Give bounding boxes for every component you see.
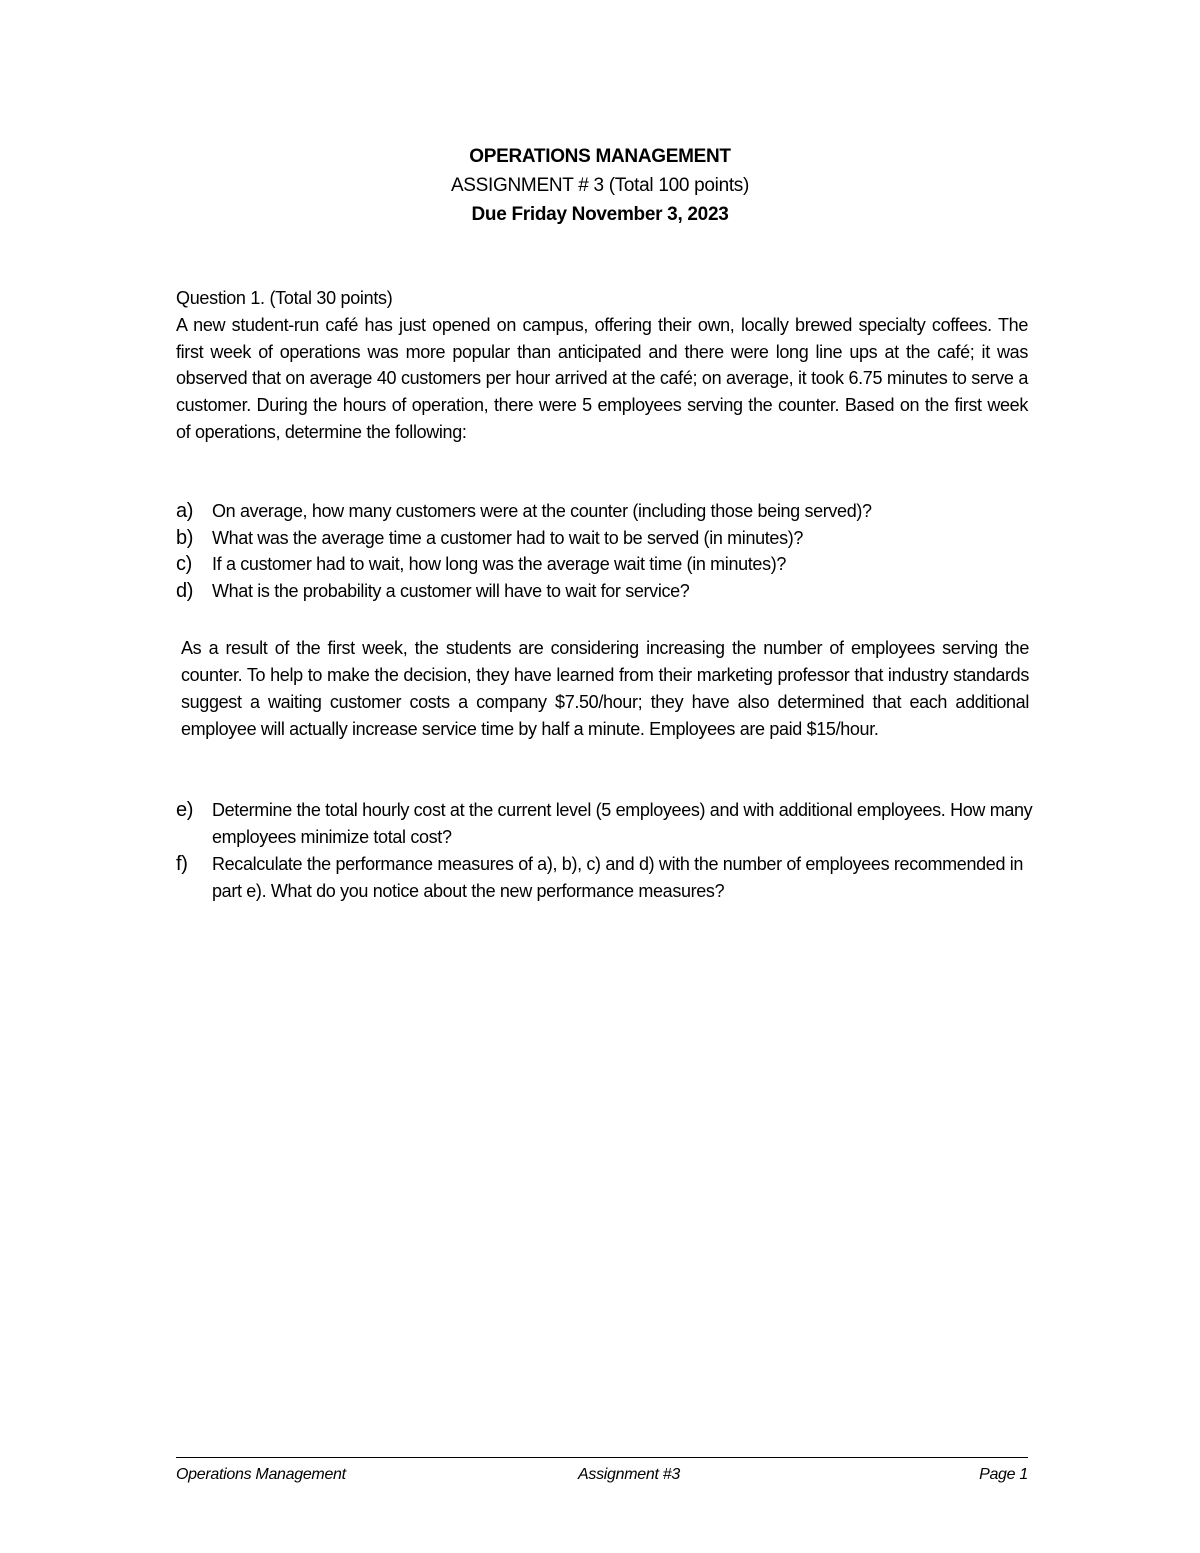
part-letter: d) [176,579,194,602]
part-letter: b) [176,526,194,549]
question-1 [176,285,1028,446]
part-text: What was the average time a customer had to wait to be served (in minutes)? [212,527,804,548]
question-part-b [176,525,1036,552]
part-text: On average, how many customers were at the counter (including those being served)? [212,501,872,521]
footer-course: Operations Management [176,1466,346,1483]
question-parts-a-d [176,498,1036,604]
question-part-d [176,578,1036,605]
document-header [0,143,1200,229]
question-part-e [176,797,1036,851]
footer-assignment: Assignment #3 [578,1466,680,1483]
part-text: What is the probability a customer will have to wait for service? [212,580,690,601]
question-part-c [176,551,1036,578]
due-date: Due Friday November 3, 2023 [471,204,729,225]
question-part-a [176,498,1036,525]
part-text: If a customer had to wait, how long was the average wait time (in minutes)? [212,554,787,574]
part-text: Recalculate the performance measures of a), b), c) and d) with the number of employees recommended in part e). What do you notice about the new performance measures? [212,854,1024,901]
document-title: OPERATIONS MANAGEMENT [469,146,731,167]
question-paragraph-2: As a result of the first week, the students are considering increasing the number of employees serving the counter. To help to make the decision, they have learned from their marketing professor that industry standards suggest a waiting customer costs a company $7.50/hour; they have also determined that each additional employee will actually increase service time by half a minute. Employees are paid $15/hour. [181,638,1029,739]
page-footer [176,1462,1028,1488]
part-text: Determine the total hourly cost at the current level (5 employees) and with additional employees. How many employees minimize total cost? [212,800,1033,847]
part-letter: a) [176,500,194,522]
footer-page-number: Page 1 [979,1466,1028,1483]
footer-divider [176,1457,1028,1458]
part-letter: f) [176,853,188,875]
part-letter: c) [176,553,192,575]
question-heading: Question 1. (Total 30 points) [176,288,393,308]
question-part-f [176,851,1036,905]
assignment-subtitle: ASSIGNMENT # 3 (Total 100 points) [450,175,750,196]
question-parts-e-f [176,797,1036,905]
question-intro: A new student-run café has just opened on campus, offering their own, locally brewed specialty coffees. The first week of operations was more popular than anticipated and there were long line ups at the café; it was observed that on average 40 customers per hour arrived at the café; on average, it took 6.75 minutes to serve a customer. During the hours of operation, there were 5 employees serving the counter. Based on the first week of operations, determine the following: [176,315,1028,442]
part-letter: e) [176,799,194,821]
